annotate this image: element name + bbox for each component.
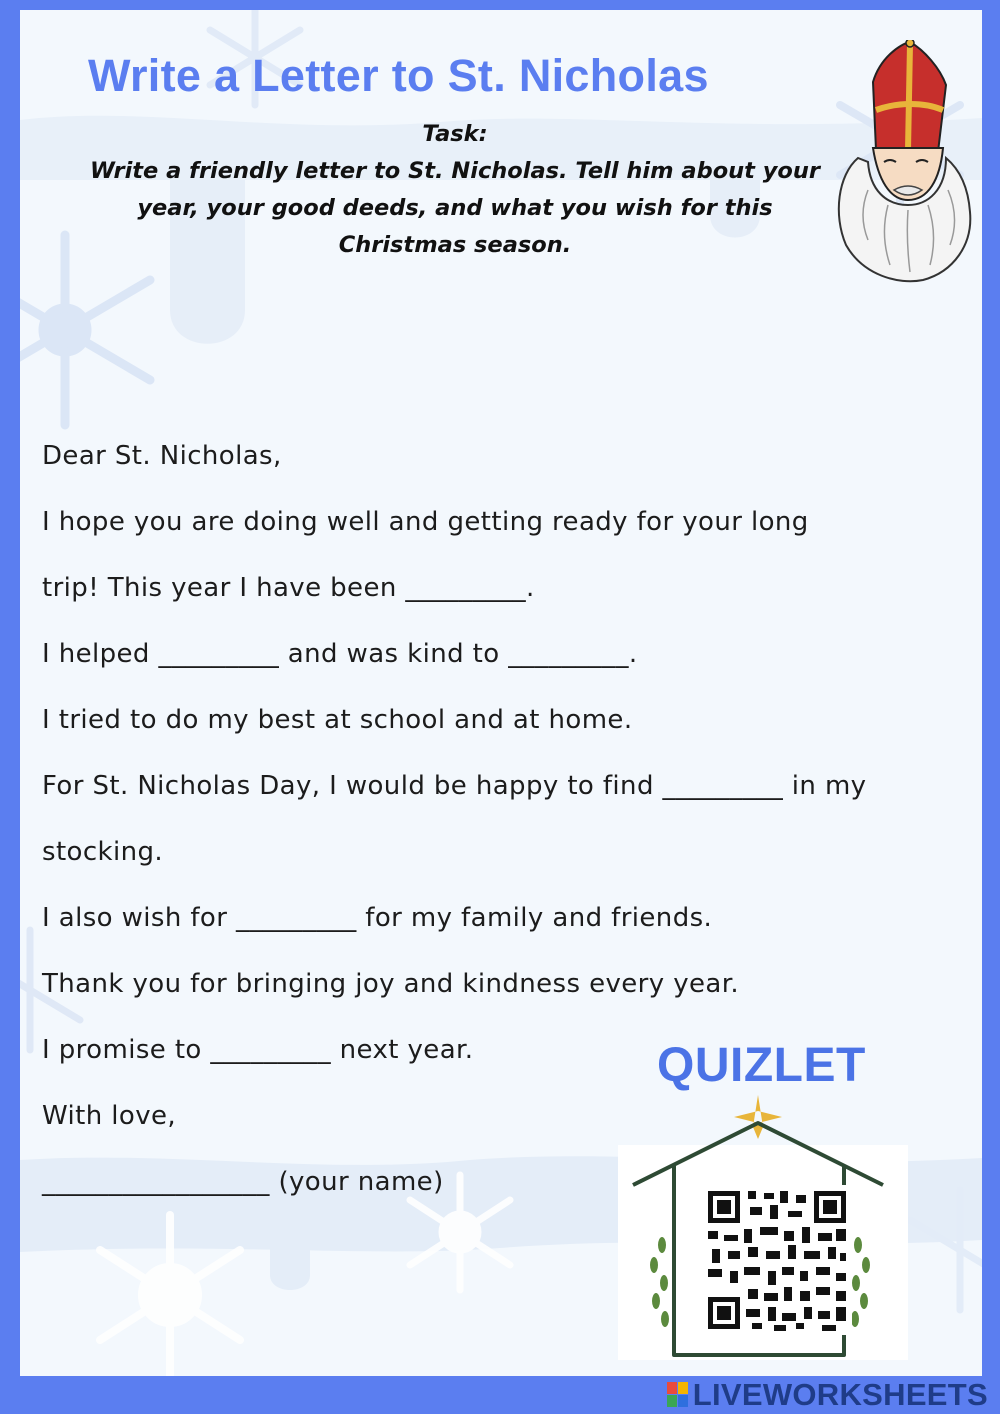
letter-line: With love, bbox=[42, 1101, 177, 1131]
st-nicholas-illustration bbox=[828, 40, 978, 285]
letter-line: I helped _________ and was kind to _________. bbox=[42, 639, 638, 669]
task-line: Write a friendly letter to St. Nicholas. Tell him about your bbox=[89, 158, 821, 184]
letter-line: stocking. bbox=[42, 837, 164, 867]
worksheet-page bbox=[20, 10, 982, 1376]
letter-line: I tried to do my best at school and at home. bbox=[42, 705, 633, 735]
task-line: year, your good deeds, and what you wish for this bbox=[137, 195, 773, 221]
qr-code[interactable] bbox=[702, 1185, 852, 1335]
liveworksheets-logo[interactable] bbox=[667, 1376, 988, 1414]
letter-line: I also wish for _________ for my family and friends. bbox=[42, 903, 713, 933]
letter-line: Dear St. Nicholas, bbox=[42, 441, 282, 471]
letter-line: For St. Nicholas Day, I would be happy to find _________ in my bbox=[42, 771, 867, 801]
letter-line: Thank you for bringing joy and kindness every year. bbox=[42, 969, 740, 999]
letter-line: _________________ (your name) bbox=[42, 1167, 444, 1197]
letter-line: I promise to _________ next year. bbox=[42, 1035, 474, 1065]
task-instructions bbox=[50, 116, 860, 264]
letter-line: I hope you are doing well and getting ready for your long bbox=[42, 507, 809, 537]
quizlet-label: QUIZLET bbox=[657, 1039, 866, 1092]
liveworksheets-wordmark: LIVEWORKSHEETS bbox=[692, 1377, 988, 1412]
task-line: Christmas season. bbox=[338, 232, 572, 258]
liveworksheets-logo-icon bbox=[667, 1382, 689, 1408]
task-heading: Task: bbox=[422, 121, 488, 147]
worksheet-title: Write a Letter to St. Nicholas bbox=[88, 50, 709, 101]
letter-line: trip! This year I have been _________. bbox=[42, 573, 535, 603]
quizlet-qr-panel[interactable] bbox=[618, 1095, 908, 1365]
